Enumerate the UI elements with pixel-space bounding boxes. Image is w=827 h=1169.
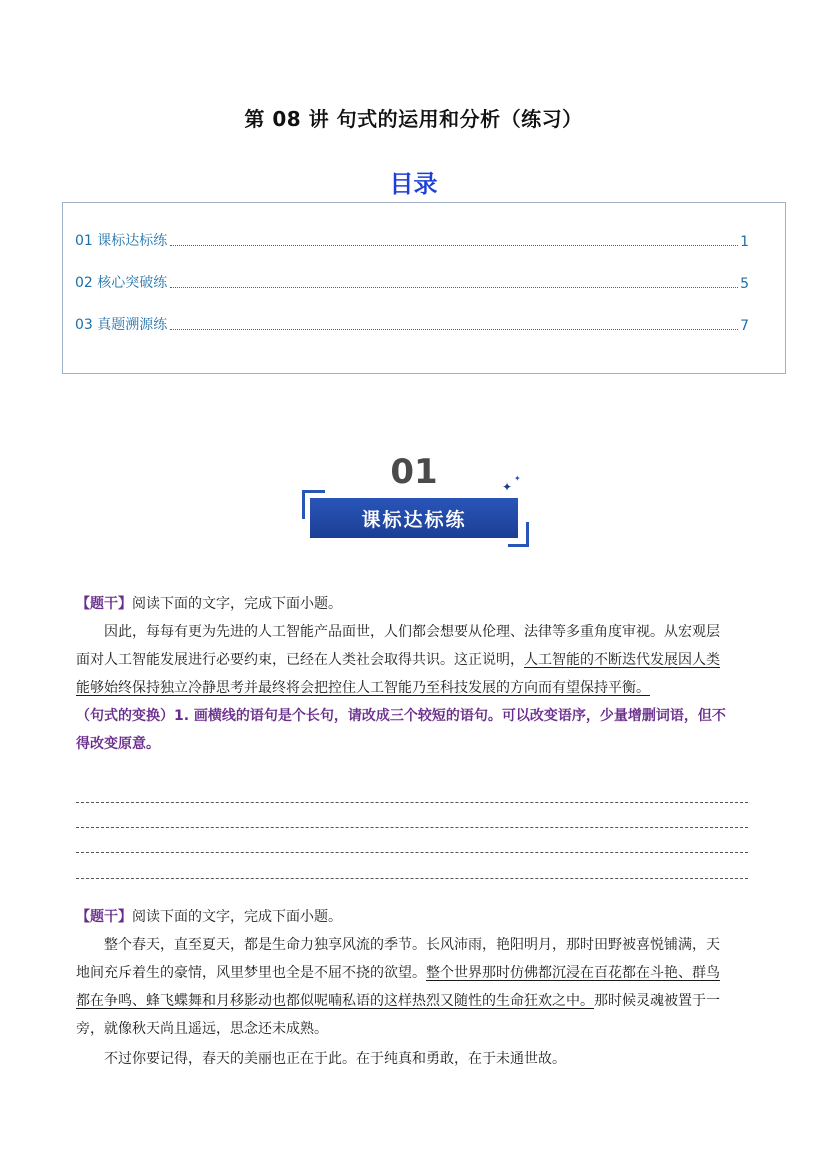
passage-text: 那时候灵魂被置于一 <box>594 993 720 1009</box>
passage-line <box>76 678 756 698</box>
underlined-sentence: 能够始终保持独立冷静思考并最终将会把控住人工智能乃至科技发展的方向而有望保持平衡。 <box>76 680 650 696</box>
passage-line: 因此，每每有更为先进的人工智能产品面世，人们都会想要从伦理、法律等多重角度审视。从宏观层 <box>104 624 720 640</box>
passage-text: 面对人工智能发展进行必要约束，已经在人类社会取得共识。这正说明， <box>76 652 524 668</box>
toc-item-page: 5 <box>740 276 749 292</box>
toc-dot-leader <box>170 328 738 330</box>
section-number: 01 <box>390 452 438 492</box>
table-of-contents <box>62 202 786 374</box>
toc-dot-leader <box>170 244 738 246</box>
toc-item-label: 01 课标达标练 <box>75 233 168 249</box>
passage-text: 地间充斥着生的豪情，风里梦里也全是不屈不挠的欲望。 <box>76 965 426 981</box>
instruction-text: 阅读下面的文字，完成下面小题。 <box>132 596 342 612</box>
underlined-sentence: 都在争鸣、蜂飞蝶舞和月移影动也都似呢喃私语的这样热烈又随性的生命狂欢之中。 <box>76 993 594 1009</box>
passage-line <box>76 650 756 670</box>
sparkle-icon: ✦ <box>514 474 521 483</box>
section-banner <box>296 452 536 548</box>
toc-item-2[interactable] <box>75 272 749 292</box>
question-tag: 【题干】 <box>76 909 132 925</box>
question-text: （句式的变换）1. 画横线的语句是个长句，请改成三个较短的语句。可以改变语序，少量增删词语，但不 <box>76 708 726 724</box>
answer-line[interactable] <box>76 827 748 828</box>
section-title: 课标达标练 <box>310 498 518 538</box>
instruction-text: 阅读下面的文字，完成下面小题。 <box>132 909 342 925</box>
toc-item-page: 1 <box>740 234 749 250</box>
toc-item-3[interactable] <box>75 314 749 334</box>
toc-item-1[interactable] <box>75 230 749 250</box>
passage-line: 旁，就像秋天尚且遥远，思念还未成熟。 <box>76 1021 328 1037</box>
passage-line <box>76 963 756 983</box>
answer-line[interactable] <box>76 878 748 879</box>
question-tag: 【题干】 <box>76 596 132 612</box>
passage-line: 整个春天，直至夏天，都是生命力独享风流的季节。长风沛雨，艳阳明月，那时田野被喜悦铺满，天 <box>104 937 720 953</box>
toc-item-page: 7 <box>740 318 749 334</box>
exercise-1-prompt <box>76 594 756 614</box>
toc-item-label: 02 核心突破练 <box>75 275 168 291</box>
sparkle-icon: ✦ <box>502 480 513 494</box>
answer-line[interactable] <box>76 852 748 853</box>
passage-line: 不过你要记得，春天的美丽也正在于此。在于纯真和勇敢，在于未通世故。 <box>104 1051 566 1067</box>
underlined-sentence: 人工智能的不断迭代发展因人类 <box>524 652 720 668</box>
page-title: 第 08 讲 句式的运用和分析（练习） <box>244 107 583 131</box>
exercise-2-prompt <box>76 907 756 927</box>
toc-heading: 目录 <box>389 170 438 198</box>
toc-item-label: 03 真题溯源练 <box>75 317 168 333</box>
answer-line[interactable] <box>76 802 748 803</box>
toc-dot-leader <box>170 286 738 288</box>
question-text: 得改变原意。 <box>76 736 160 752</box>
passage-line <box>76 991 756 1011</box>
underlined-sentence: 整个世界那时仿佛都沉浸在百花都在斗艳、群鸟 <box>426 965 720 981</box>
